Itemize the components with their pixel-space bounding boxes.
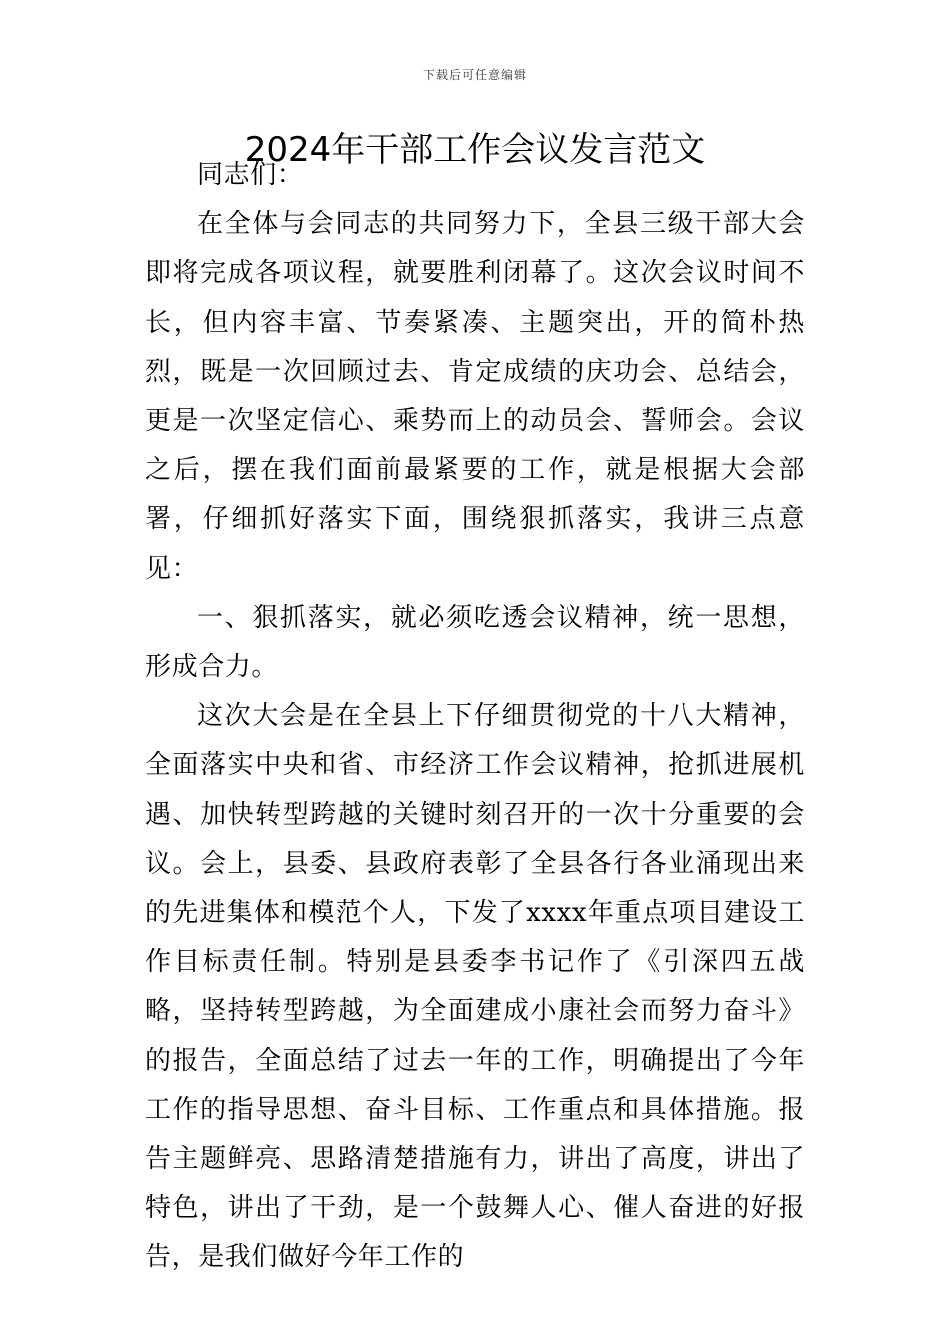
paragraph-intro: 在全体与会同志的共同努力下，全县三级干部大会即将完成各项议程，就要胜利闭幕了。这次会议时间不长，但内容丰富、节奏紧凑、主题突出，开的简朴热烈，既是一次回顾过去、肯定成绩的庆功会、总结会，更是一次坚定信心、乘势而上的动员会、誓师会。会议之后，摆在我们面前最紧要的工作，就是根据大会部署，仔细抓好落实下面，围绕狠抓落实，我讲三点意见： <box>145 209 805 584</box>
salutation: 同志们： <box>197 160 304 190</box>
header-note: 下载后可任意编辑 <box>422 68 527 82</box>
paragraph-body: 这次大会是在全县上下仔细贯彻党的十八大精神，全面落实中央和省、市经济工作会议精神，抢抓进展机遇、加快转型跨越的关键时刻召开的一次十分重要的会议。会上，县委、县政府表彰了全县各行各业涌现出来的先进集体和模范个人，下发了xxxx年重点项目建设工作目标责任制。特别是县委李书记作了《引深四五战略，坚持转型跨越，为全面建成小康社会而努力奋斗》的报告，全面总结了过去一年的工作，明确提出了今年工作的指导思想、奋斗目标、工作重点和具体措施。报告主题鲜亮、思路清楚措施有力，讲出了高度，讲出了特色，讲出了干劲，是一个鼓舞人心、催人奋进的好报告，是我们做好今年工作的 <box>145 701 805 1273</box>
document-title: 2024年干部工作会议发言范文 <box>244 130 706 170</box>
document-body <box>145 151 805 1283</box>
section-heading-1: 一、狠抓落实，就必须吃透会议精神，统一思想，形成合力。 <box>145 602 805 683</box>
